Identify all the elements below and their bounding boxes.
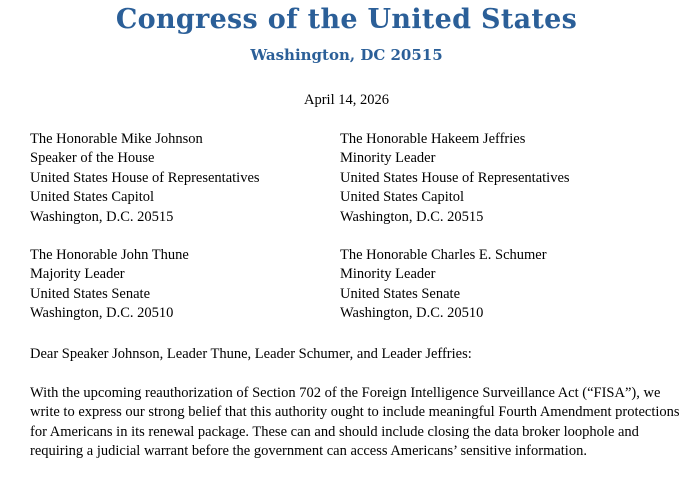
recipient-line: Minority Leader bbox=[340, 150, 436, 167]
recipient-line: Washington, D.C. 20510 bbox=[340, 305, 484, 322]
letter-date: April 14, 2026 bbox=[304, 92, 389, 108]
recipient-block-johnson bbox=[30, 130, 260, 227]
recipient-block-schumer bbox=[340, 246, 547, 324]
recipient-block-thune bbox=[30, 246, 189, 324]
recipient-line: Washington, D.C. 20510 bbox=[30, 305, 174, 322]
recipient-line: Majority Leader bbox=[30, 266, 125, 283]
recipient-line: Washington, D.C. 20515 bbox=[30, 208, 174, 225]
recipient-line: The Honorable John Thune bbox=[30, 247, 189, 263]
recipient-block-jeffries bbox=[340, 130, 570, 227]
recipient-line: The Honorable Hakeem Jeffries bbox=[340, 131, 526, 147]
recipient-line: United States Capitol bbox=[30, 189, 155, 206]
body-line: With the upcoming reauthorization of Section 702 of the Foreign Intelligence Surveillance Act (“FISA”), we bbox=[30, 385, 661, 401]
letterhead-title: Congress of the United States bbox=[115, 4, 578, 35]
body-line: write to express our strong belief that this authority ought to include meaningful Fourth Amendment protections bbox=[30, 404, 680, 421]
recipient-line: United States House of Representatives bbox=[30, 169, 260, 186]
recipient-line: Speaker of the House bbox=[30, 150, 155, 167]
recipient-line: The Honorable Charles E. Schumer bbox=[340, 247, 547, 263]
letterhead-subtitle: Washington, DC 20515 bbox=[250, 46, 443, 64]
body-paragraph bbox=[30, 384, 690, 462]
recipient-line: United States Senate bbox=[30, 285, 151, 302]
salutation: Dear Speaker Johnson, Leader Thune, Leader Schumer, and Leader Jeffries: bbox=[30, 346, 472, 362]
body-line: requiring a judicial warrant before the government can access Americans’ sensitive information. bbox=[30, 443, 587, 460]
recipient-line: United States House of Representatives bbox=[340, 169, 570, 186]
recipient-line: United States Senate bbox=[340, 285, 461, 302]
recipient-line: United States Capitol bbox=[340, 189, 465, 206]
body-line: for Americans in its renewal package. These can and should include closing the data broker loophole and bbox=[30, 423, 639, 440]
recipient-line: Washington, D.C. 20515 bbox=[340, 208, 484, 225]
recipient-line: Minority Leader bbox=[340, 266, 436, 283]
recipient-line: The Honorable Mike Johnson bbox=[30, 131, 203, 147]
